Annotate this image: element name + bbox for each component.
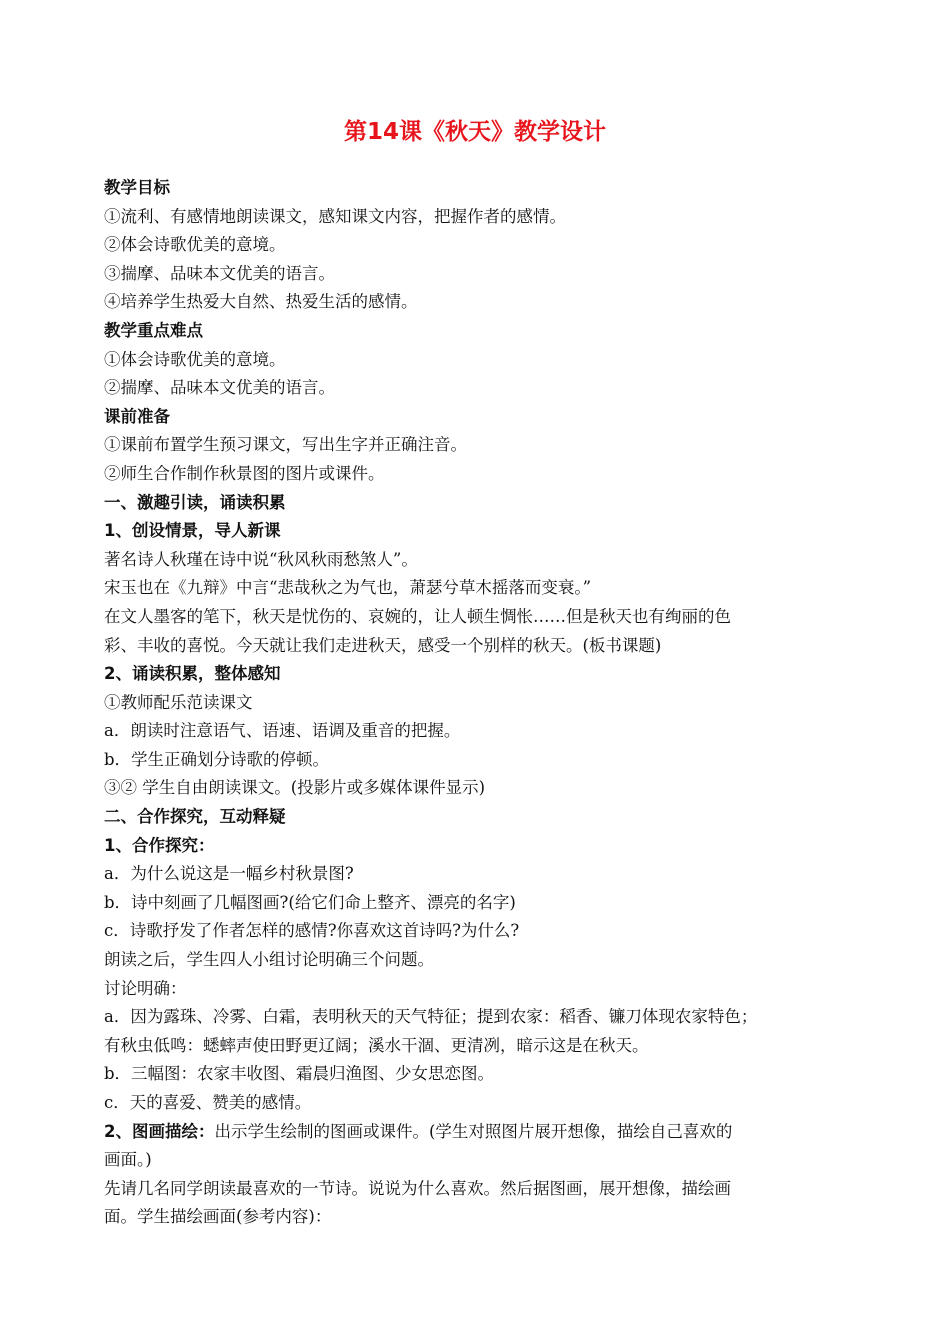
goal-item: ①流利、有感情地朗读课文，感知课文内容，把握作者的感情。 — [104, 206, 566, 226]
section-heading-prep: 课前准备 — [104, 406, 170, 426]
paragraph-line: 有秋虫低鸣：蟋蟀声使田野更辽阔；溪水干涸、更清冽，暗示这是在秋天。 — [104, 1035, 649, 1055]
section-heading-goals: 教学目标 — [104, 178, 170, 197]
part2-sub1-heading: 1、合作探究： — [104, 835, 215, 855]
part2-heading: 二、合作探究，互动释疑 — [104, 807, 286, 827]
prep-item: ②师生合作制作秋景图的图片或课件。 — [104, 463, 385, 483]
paragraph-line: 著名诗人秋瑾在诗中说“秋风秋雨愁煞人”。 — [104, 549, 418, 569]
paragraph-line: b．学生正确划分诗歌的停顿。 — [104, 749, 330, 769]
paragraph-line: 宋玉也在《九辩》中言“悲哉秋之为气也，萧瑟兮草木摇落而变衰。” — [104, 578, 592, 598]
part1-heading: 一、激趣引读，诵读积累 — [104, 492, 286, 512]
key-point-item: ②揣摩、品味本文优美的语言。 — [104, 378, 335, 398]
section-heading-key-points: 教学重点难点 — [104, 320, 203, 340]
paragraph-line: c．天的喜爱、赞美的感情。 — [104, 1093, 312, 1112]
paragraph-line: ③② 学生自由朗读课文。(投影片或多媒体课件显示) — [104, 778, 486, 798]
goal-item: ④培养学生热爱大自然、热爱生活的感情。 — [104, 292, 418, 312]
part2-sub2-first-line — [104, 1118, 849, 1147]
document-body — [104, 174, 849, 1232]
paragraph-line: b．诗中刻画了几幅图画?(给它们命上整齐、漂亮的名字) — [104, 892, 516, 912]
part1-sub2-heading: 2、诵读积累，整体感知 — [104, 664, 281, 684]
paragraph-line: 面。学生描绘画面(参考内容)： — [104, 1207, 332, 1227]
paragraph-line: a．因为露珠、冷雾、白霜，表明秋天的天气特征；提到农家：稻香、镰刀体现农家特色； — [104, 1007, 758, 1027]
paragraph-line: c．诗歌抒发了作者怎样的感情?你喜欢这首诗吗?为什么? — [104, 921, 520, 941]
paragraph-line: ①教师配乐范读课文 — [104, 692, 253, 712]
paragraph-line: 画面。) — [104, 1150, 152, 1170]
goal-item: ③揣摩、品味本文优美的语言。 — [104, 263, 335, 283]
paragraph-line: a．朗读时注意语气、语速、语调及重音的把握。 — [104, 721, 461, 741]
part2-sub2-heading: 2、图画描绘： — [104, 1121, 215, 1141]
paragraph-line: 先请几名同学朗读最喜欢的一节诗。说说为什么喜欢。然后据图画，展开想像，描绘画 — [104, 1178, 731, 1198]
key-point-item: ①体会诗歌优美的意境。 — [104, 349, 286, 369]
paragraph-line: b．三幅图：农家丰收图、霜晨归渔图、少女思恋图。 — [104, 1064, 495, 1084]
prep-item: ①课前布置学生预习课文，写出生字并正确注音。 — [104, 435, 467, 455]
part1-sub1-heading: 1、创设情景，导人新课 — [104, 521, 281, 541]
document-title: 第14课《秋天》教学设计 — [343, 119, 606, 145]
paragraph-line: 彩、丰收的喜悦。今天就让我们走进秋天，感受一个别样的秋天。(板书课题) — [104, 635, 662, 655]
goal-item: ②体会诗歌优美的意境。 — [104, 235, 286, 255]
paragraph-line: 朗读之后，学生四人小组讨论明确三个问题。 — [104, 950, 434, 970]
paragraph-line: a．为什么说这是一幅乡村秋景图? — [104, 864, 354, 884]
paragraph-text: 出示学生绘制的图画或课件。(学生对照图片展开想像，描绘自己喜欢的 — [214, 1121, 733, 1141]
paragraph-line: 在文人墨客的笔下，秋天是忧伤的、哀婉的，让人顿生惆怅……但是秋天也有绚丽的色 — [104, 606, 731, 626]
paragraph-line: 讨论明确： — [104, 978, 187, 998]
